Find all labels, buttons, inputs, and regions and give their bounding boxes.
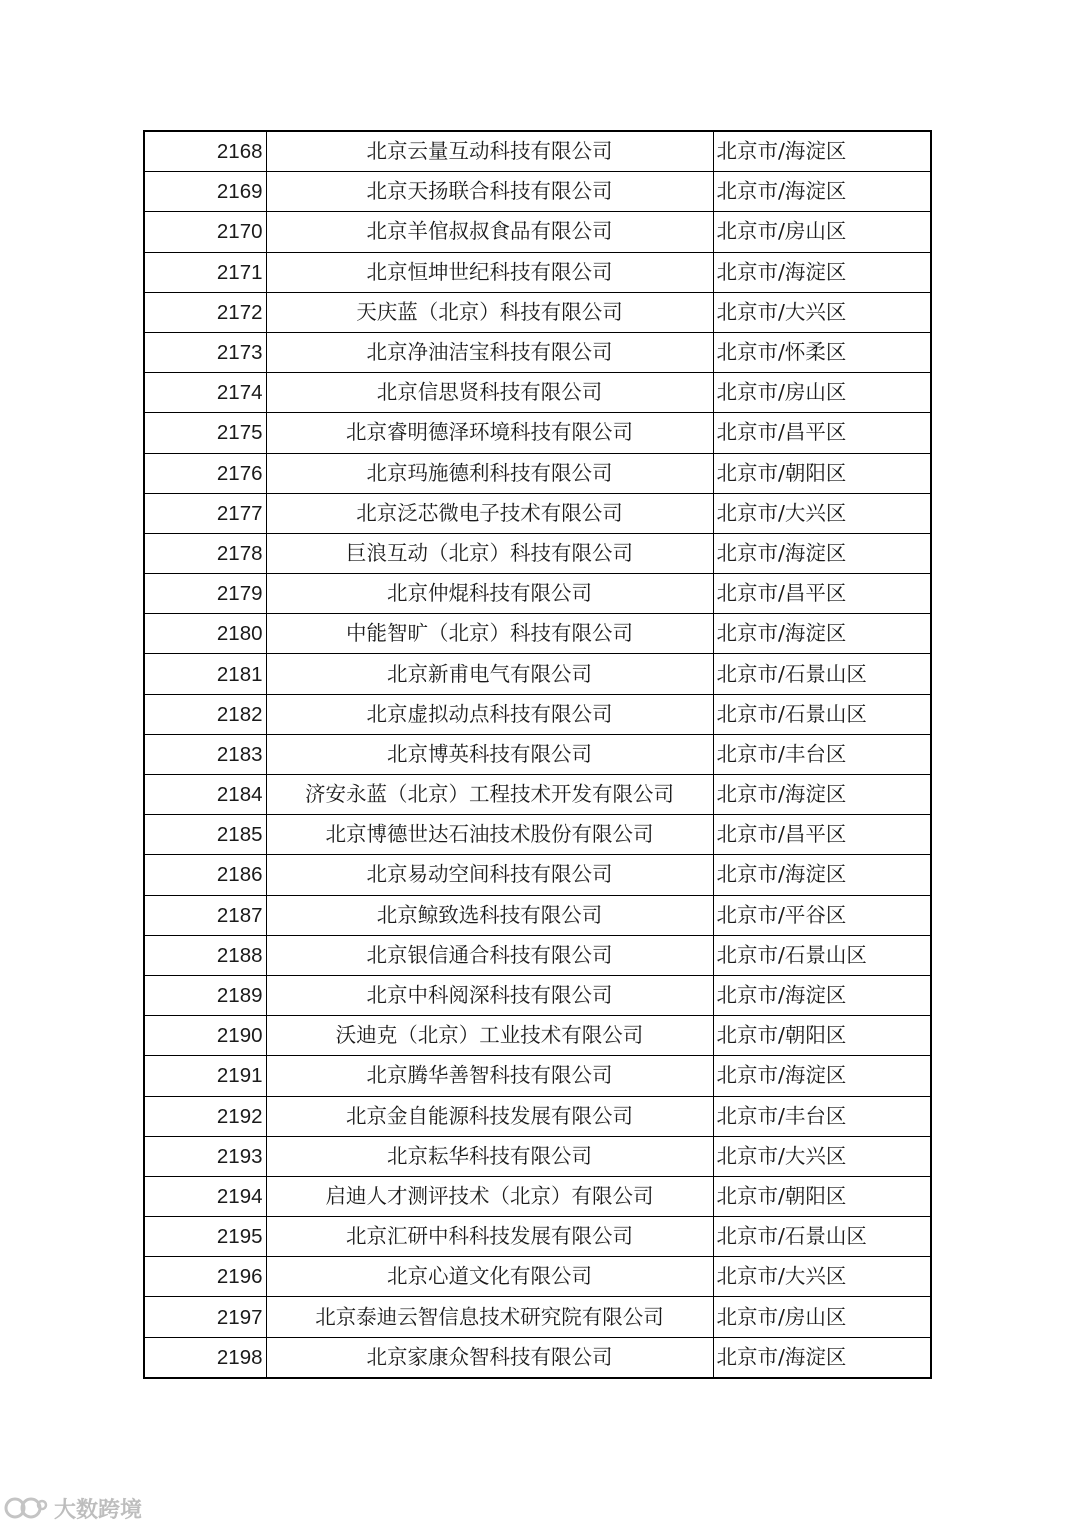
company-name: 北京信思贤科技有限公司	[266, 373, 713, 413]
row-number: 2179	[144, 574, 266, 614]
table-row	[144, 332, 931, 372]
company-name: 北京博德世达石油技术股份有限公司	[266, 815, 713, 855]
company-name: 北京虚拟动点科技有限公司	[266, 694, 713, 734]
region: 北京市/海淀区	[713, 1056, 931, 1096]
region: 北京市/海淀区	[713, 855, 931, 895]
row-number: 2196	[144, 1257, 266, 1297]
row-number: 2174	[144, 373, 266, 413]
row-number: 2171	[144, 252, 266, 292]
region: 北京市/房山区	[713, 212, 931, 252]
table-row	[144, 1337, 931, 1378]
company-name: 沃迪克（北京）工业技术有限公司	[266, 1016, 713, 1056]
row-number: 2192	[144, 1096, 266, 1136]
row-number: 2182	[144, 694, 266, 734]
region: 北京市/怀柔区	[713, 332, 931, 372]
logo-icon	[4, 1496, 48, 1520]
row-number: 2184	[144, 775, 266, 815]
region: 北京市/海淀区	[713, 252, 931, 292]
table-row	[144, 172, 931, 212]
company-name: 启迪人才测评技术（北京）有限公司	[266, 1176, 713, 1216]
region: 北京市/朝阳区	[713, 453, 931, 493]
row-number: 2175	[144, 413, 266, 453]
region: 北京市/昌平区	[713, 574, 931, 614]
company-name: 北京银信通合科技有限公司	[266, 935, 713, 975]
company-name: 北京玛施德利科技有限公司	[266, 453, 713, 493]
table-row	[144, 975, 931, 1015]
region: 北京市/朝阳区	[713, 1016, 931, 1056]
region: 北京市/丰台区	[713, 1096, 931, 1136]
company-name: 北京心道文化有限公司	[266, 1257, 713, 1297]
table-row	[144, 775, 931, 815]
row-number: 2178	[144, 533, 266, 573]
region: 北京市/平谷区	[713, 895, 931, 935]
table-row	[144, 935, 931, 975]
region: 北京市/房山区	[713, 1297, 931, 1337]
table-row	[144, 855, 931, 895]
table-row	[144, 1096, 931, 1136]
company-name: 济安永蓝（北京）工程技术开发有限公司	[266, 775, 713, 815]
region: 北京市/海淀区	[713, 1337, 931, 1378]
company-name: 北京云量互动科技有限公司	[266, 131, 713, 172]
region: 北京市/海淀区	[713, 614, 931, 654]
table-row	[144, 292, 931, 332]
row-number: 2177	[144, 493, 266, 533]
row-number: 2176	[144, 453, 266, 493]
company-name: 北京羊倌叔叔食品有限公司	[266, 212, 713, 252]
company-name: 北京睿明德泽环境科技有限公司	[266, 413, 713, 453]
company-name: 北京新甫电气有限公司	[266, 654, 713, 694]
company-name: 北京净油洁宝科技有限公司	[266, 332, 713, 372]
company-name: 北京泛芯微电子技术有限公司	[266, 493, 713, 533]
company-name: 北京博英科技有限公司	[266, 734, 713, 774]
table-row	[144, 734, 931, 774]
company-name: 北京金自能源科技发展有限公司	[266, 1096, 713, 1136]
table-row	[144, 1217, 931, 1257]
row-number: 2183	[144, 734, 266, 774]
row-number: 2187	[144, 895, 266, 935]
row-number: 2191	[144, 1056, 266, 1096]
table-row	[144, 453, 931, 493]
region: 北京市/石景山区	[713, 694, 931, 734]
table-row	[144, 654, 931, 694]
row-number: 2193	[144, 1136, 266, 1176]
region: 北京市/石景山区	[713, 935, 931, 975]
table-row	[144, 1176, 931, 1216]
table-row	[144, 1297, 931, 1337]
company-name: 北京恒坤世纪科技有限公司	[266, 252, 713, 292]
company-name: 北京鲸致选科技有限公司	[266, 895, 713, 935]
company-name: 北京泰迪云智信息技术研究院有限公司	[266, 1297, 713, 1337]
table-body	[144, 131, 931, 1378]
region: 北京市/石景山区	[713, 654, 931, 694]
company-name: 北京中科阅深科技有限公司	[266, 975, 713, 1015]
company-name: 北京易动空间科技有限公司	[266, 855, 713, 895]
row-number: 2173	[144, 332, 266, 372]
table-row	[144, 533, 931, 573]
region: 北京市/海淀区	[713, 172, 931, 212]
row-number: 2168	[144, 131, 266, 172]
row-number: 2180	[144, 614, 266, 654]
table-row	[144, 212, 931, 252]
row-number: 2181	[144, 654, 266, 694]
row-number: 2185	[144, 815, 266, 855]
row-number: 2188	[144, 935, 266, 975]
table-row	[144, 131, 931, 172]
watermark	[4, 1491, 142, 1525]
row-number: 2190	[144, 1016, 266, 1056]
company-name: 北京耘华科技有限公司	[266, 1136, 713, 1176]
table-row	[144, 373, 931, 413]
company-name: 巨浪互动（北京）科技有限公司	[266, 533, 713, 573]
company-name: 北京汇研中科科技发展有限公司	[266, 1217, 713, 1257]
table-row	[144, 815, 931, 855]
table-row	[144, 1257, 931, 1297]
table-row	[144, 413, 931, 453]
region: 北京市/海淀区	[713, 975, 931, 1015]
region: 北京市/大兴区	[713, 1136, 931, 1176]
row-number: 2172	[144, 292, 266, 332]
region: 北京市/大兴区	[713, 493, 931, 533]
company-name: 北京仲焜科技有限公司	[266, 574, 713, 614]
region: 北京市/昌平区	[713, 413, 931, 453]
table-row	[144, 252, 931, 292]
region: 北京市/大兴区	[713, 1257, 931, 1297]
region: 北京市/昌平区	[713, 815, 931, 855]
company-name: 北京腾华善智科技有限公司	[266, 1056, 713, 1096]
company-table	[143, 130, 932, 1379]
table-row	[144, 574, 931, 614]
region: 北京市/海淀区	[713, 775, 931, 815]
row-number: 2186	[144, 855, 266, 895]
table-row	[144, 493, 931, 533]
region: 北京市/房山区	[713, 373, 931, 413]
table-row	[144, 614, 931, 654]
row-number: 2189	[144, 975, 266, 1015]
company-name: 天庆蓝（北京）科技有限公司	[266, 292, 713, 332]
region: 北京市/大兴区	[713, 292, 931, 332]
watermark-text: 大数跨境	[54, 1497, 143, 1523]
table-row	[144, 694, 931, 734]
row-number: 2170	[144, 212, 266, 252]
region: 北京市/石景山区	[713, 1217, 931, 1257]
region: 北京市/朝阳区	[713, 1176, 931, 1216]
table-row	[144, 1056, 931, 1096]
region: 北京市/海淀区	[713, 131, 931, 172]
region: 北京市/丰台区	[713, 734, 931, 774]
company-name: 北京天扬联合科技有限公司	[266, 172, 713, 212]
row-number: 2198	[144, 1337, 266, 1378]
table-row	[144, 1016, 931, 1056]
region: 北京市/海淀区	[713, 533, 931, 573]
row-number: 2194	[144, 1176, 266, 1216]
row-number: 2197	[144, 1297, 266, 1337]
company-name: 中能智旷（北京）科技有限公司	[266, 614, 713, 654]
table-row	[144, 1136, 931, 1176]
row-number: 2195	[144, 1217, 266, 1257]
row-number: 2169	[144, 172, 266, 212]
company-name: 北京家康众智科技有限公司	[266, 1337, 713, 1378]
table-row	[144, 895, 931, 935]
